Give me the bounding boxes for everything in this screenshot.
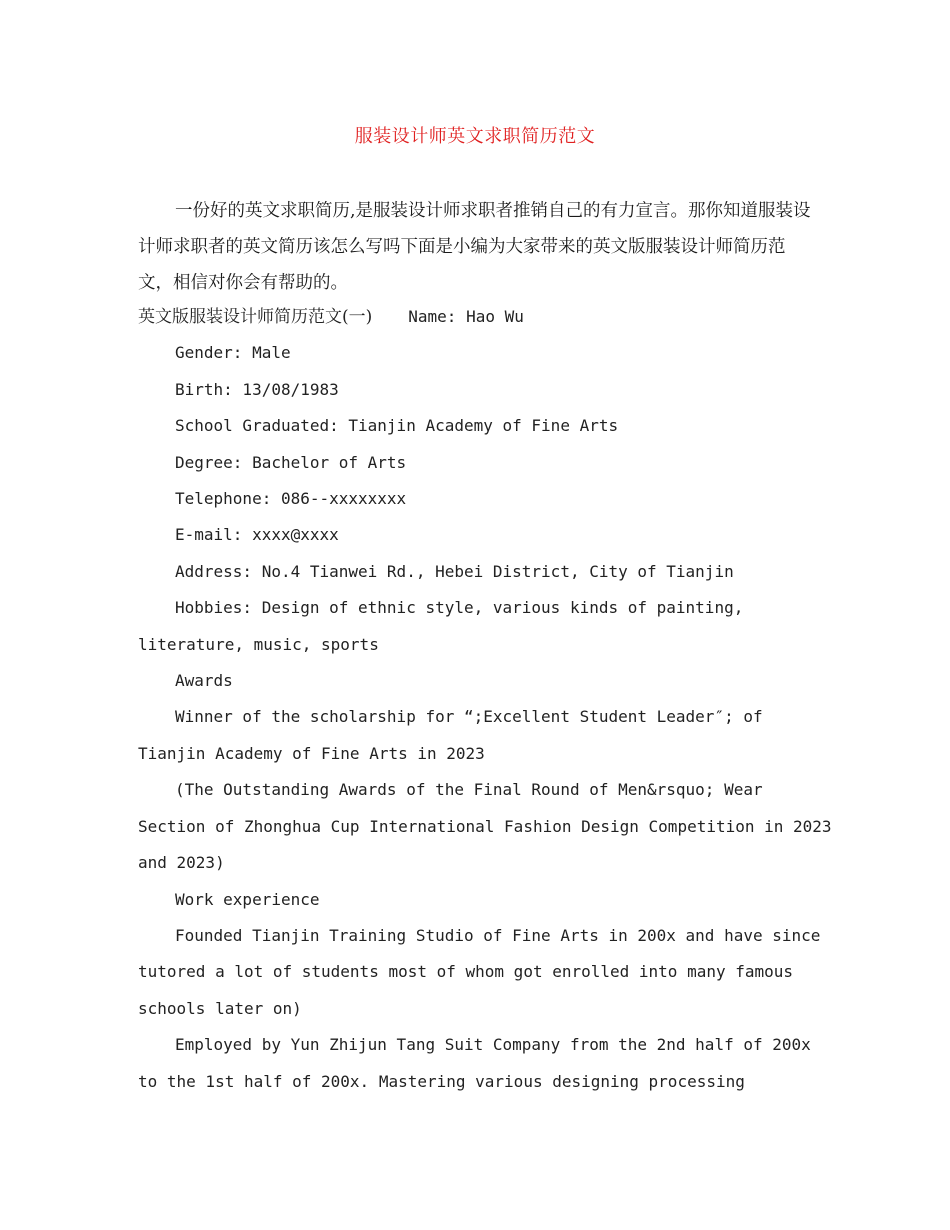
intro-paragraph: 一份好的英文求职简历,是服装设计师求职者推销自己的有力宣言。那你知道服装设计师求职者的英文简历该怎么写吗下面是小编为大家带来的英文版服装设计师简历范文，相信对你会有帮助的。 (138, 201, 811, 293)
gender-line: Gender: Male (175, 343, 291, 363)
section-heading: 英文版服装设计师简历范文(一) (138, 307, 373, 327)
work-company-line-continued: to the 1st half of 200x. Mastering various designing processing (138, 1071, 745, 1091)
award-zhonghua-line-continued: Section of Zhonghua Cup International Fashion Design Competition in 2023 (138, 816, 832, 836)
award-scholarship-line: Winner of the scholarship for “;Excellent Student Leader″; of (175, 707, 763, 727)
resume-heading-line (138, 299, 818, 335)
work-studio-line-end: schools later on) (138, 998, 302, 1018)
hobbies-line: Hobbies: Design of ethnic style, various kinds of painting, (175, 598, 744, 618)
award-scholarship-line-continued: Tianjin Academy of Fine Arts in 2023 (138, 743, 485, 763)
email-line: E-mail: xxxx@xxxx (175, 525, 339, 545)
name-field: Name: Hao Wu (408, 307, 524, 326)
awards-heading: Awards (175, 671, 233, 691)
birth-line: Birth: 13/08/1983 (175, 379, 339, 399)
resume-body (138, 299, 832, 1100)
award-zhonghua-line-end: and 2023) (138, 853, 225, 873)
document-title: 服装设计师英文求职简历范文 (354, 126, 596, 147)
telephone-line: Telephone: 086--xxxxxxxx (175, 489, 407, 509)
degree-line: Degree: Bachelor of Arts (175, 452, 407, 472)
work-company-line: Employed by Yun Zhijun Tang Suit Company from the 2nd half of 200x (175, 1035, 811, 1055)
work-experience-heading: Work experience (175, 889, 320, 909)
address-line: Address: No.4 Tianwei Rd., Hebei District, City of Tianjin (175, 561, 734, 581)
work-studio-line: Founded Tianjin Training Studio of Fine Arts in 200x and have since (175, 925, 821, 945)
hobbies-line-continued: literature, music, sports (138, 634, 379, 654)
award-zhonghua-line: (The Outstanding Awards of the Final Round of Men&rsquo; Wear (175, 780, 763, 800)
work-studio-line-continued: tutored a lot of students most of whom got enrolled into many famous (138, 962, 794, 982)
school-line: School Graduated: Tianjin Academy of Fine Arts (175, 416, 619, 436)
